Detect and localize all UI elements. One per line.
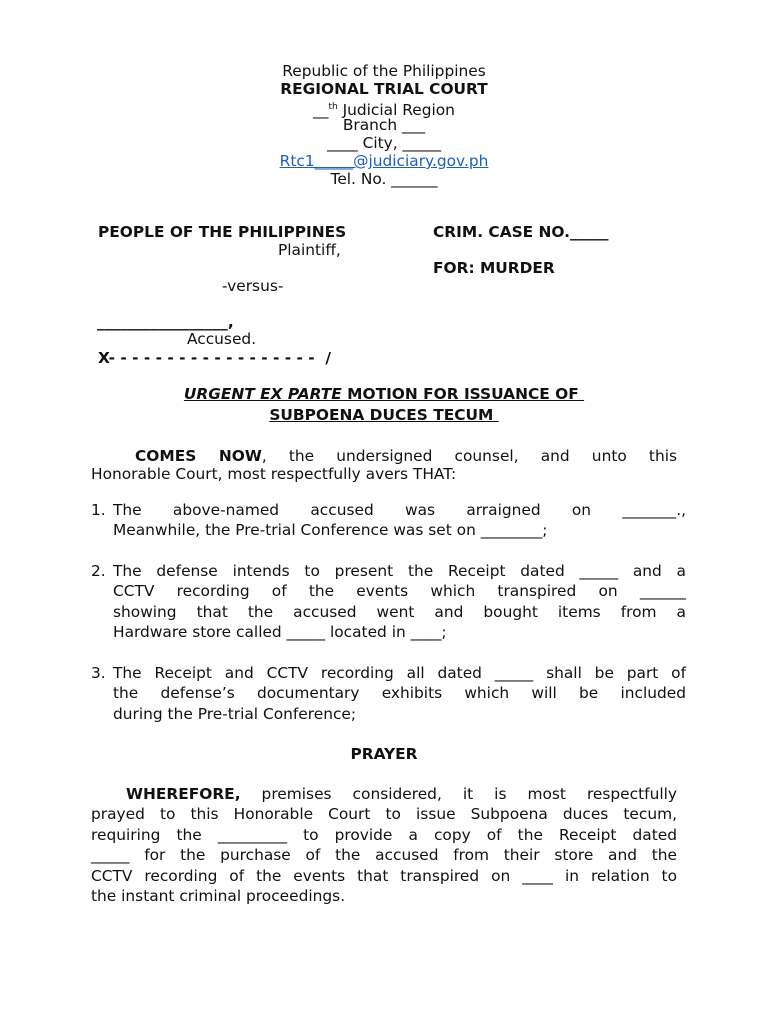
list-item-line: showing that the accused went and bought items from a xyxy=(113,602,686,621)
list-item-number: 1. xyxy=(91,501,106,519)
prayer-line1-rest: premises considered, it is most respectfully xyxy=(240,785,677,803)
list-item-line: the defense’s documentary exhibits which will be included xyxy=(113,684,686,703)
list-item-line: Meanwhile, the Pre-trial Conference was set on ________; xyxy=(113,521,548,540)
intro-line2: Honorable Court, most respectfully avers THAT: xyxy=(91,465,457,483)
region-blank: __ xyxy=(313,101,329,119)
region-superscript: th xyxy=(328,102,338,112)
case-number: CRIM. CASE NO._____ xyxy=(433,223,609,241)
header-court: REGIONAL TRIAL COURT xyxy=(280,80,488,98)
prayer-line: CCTV recording of the events that transpired on ____ in relation to xyxy=(91,866,677,885)
accused-role: Accused. xyxy=(187,330,257,348)
plaintiff-name: PEOPLE OF THE PHILIPPINES xyxy=(98,223,347,241)
list-item-number: 2. xyxy=(91,562,106,580)
title-line2-text: SUBPOENA DUCES TECUM xyxy=(269,406,499,424)
list-item-line: during the Pre-trial Conference; xyxy=(113,704,357,723)
prayer-line1 xyxy=(91,785,677,803)
intro-line1 xyxy=(91,447,677,465)
title-rest-part: MOTION FOR ISSUANCE OF xyxy=(341,385,585,403)
prayer-heading: PRAYER xyxy=(350,745,418,763)
prayer-line: requiring the _________ to provide a copy of the Receipt dated xyxy=(91,825,677,844)
list-item-line: The defense intends to present the Receipt dated _____ and a xyxy=(113,562,686,580)
accused-name-blank: _________________, xyxy=(97,313,234,331)
caption-separator: X- - - - - - - - - - - - - - - - - - / xyxy=(98,349,332,367)
plaintiff-role: Plaintiff, xyxy=(278,241,341,259)
motion-title-line1 xyxy=(84,385,684,403)
charge-label: FOR: MURDER xyxy=(433,259,555,277)
versus-label: -versus- xyxy=(222,277,284,295)
prayer-line: _____ for the purchase of the accused from their store and the xyxy=(91,846,677,865)
intro-line1-rest: , the undersigned counsel, and unto this xyxy=(261,447,677,465)
region-text: Judicial Region xyxy=(337,101,455,119)
list-item-number: 3. xyxy=(91,664,106,682)
list-item-line: Hardware store called _____ located in ____; xyxy=(113,623,447,642)
intro-lead: COMES NOW xyxy=(135,447,262,465)
list-item-line: CCTV recording of the events which transpired on ______ xyxy=(113,582,686,601)
prayer-line: prayed to this Honorable Court to issue Subpoena duces tecum, xyxy=(91,805,677,824)
list-item-line: The above-named accused was arraigned on _______., xyxy=(113,501,686,519)
motion-title-line2 xyxy=(84,406,684,424)
header-republic: Republic of the Philippines xyxy=(282,62,486,80)
header-city: ____ City, _____ xyxy=(326,134,442,152)
prayer-line: the instant criminal proceedings. xyxy=(91,887,346,905)
email-link[interactable]: Rtc1_____@judiciary.gov.ph xyxy=(279,152,489,170)
title-italic-part: URGENT EX PARTE xyxy=(183,385,342,403)
prayer-lead: WHEREFORE, xyxy=(126,785,241,803)
header-branch: Branch ___ xyxy=(342,116,426,134)
header-tel: Tel. No. ______ xyxy=(330,170,438,188)
list-item-line: The Receipt and CCTV recording all dated _____ shall be part of xyxy=(113,664,686,682)
header-email-line xyxy=(184,152,584,170)
